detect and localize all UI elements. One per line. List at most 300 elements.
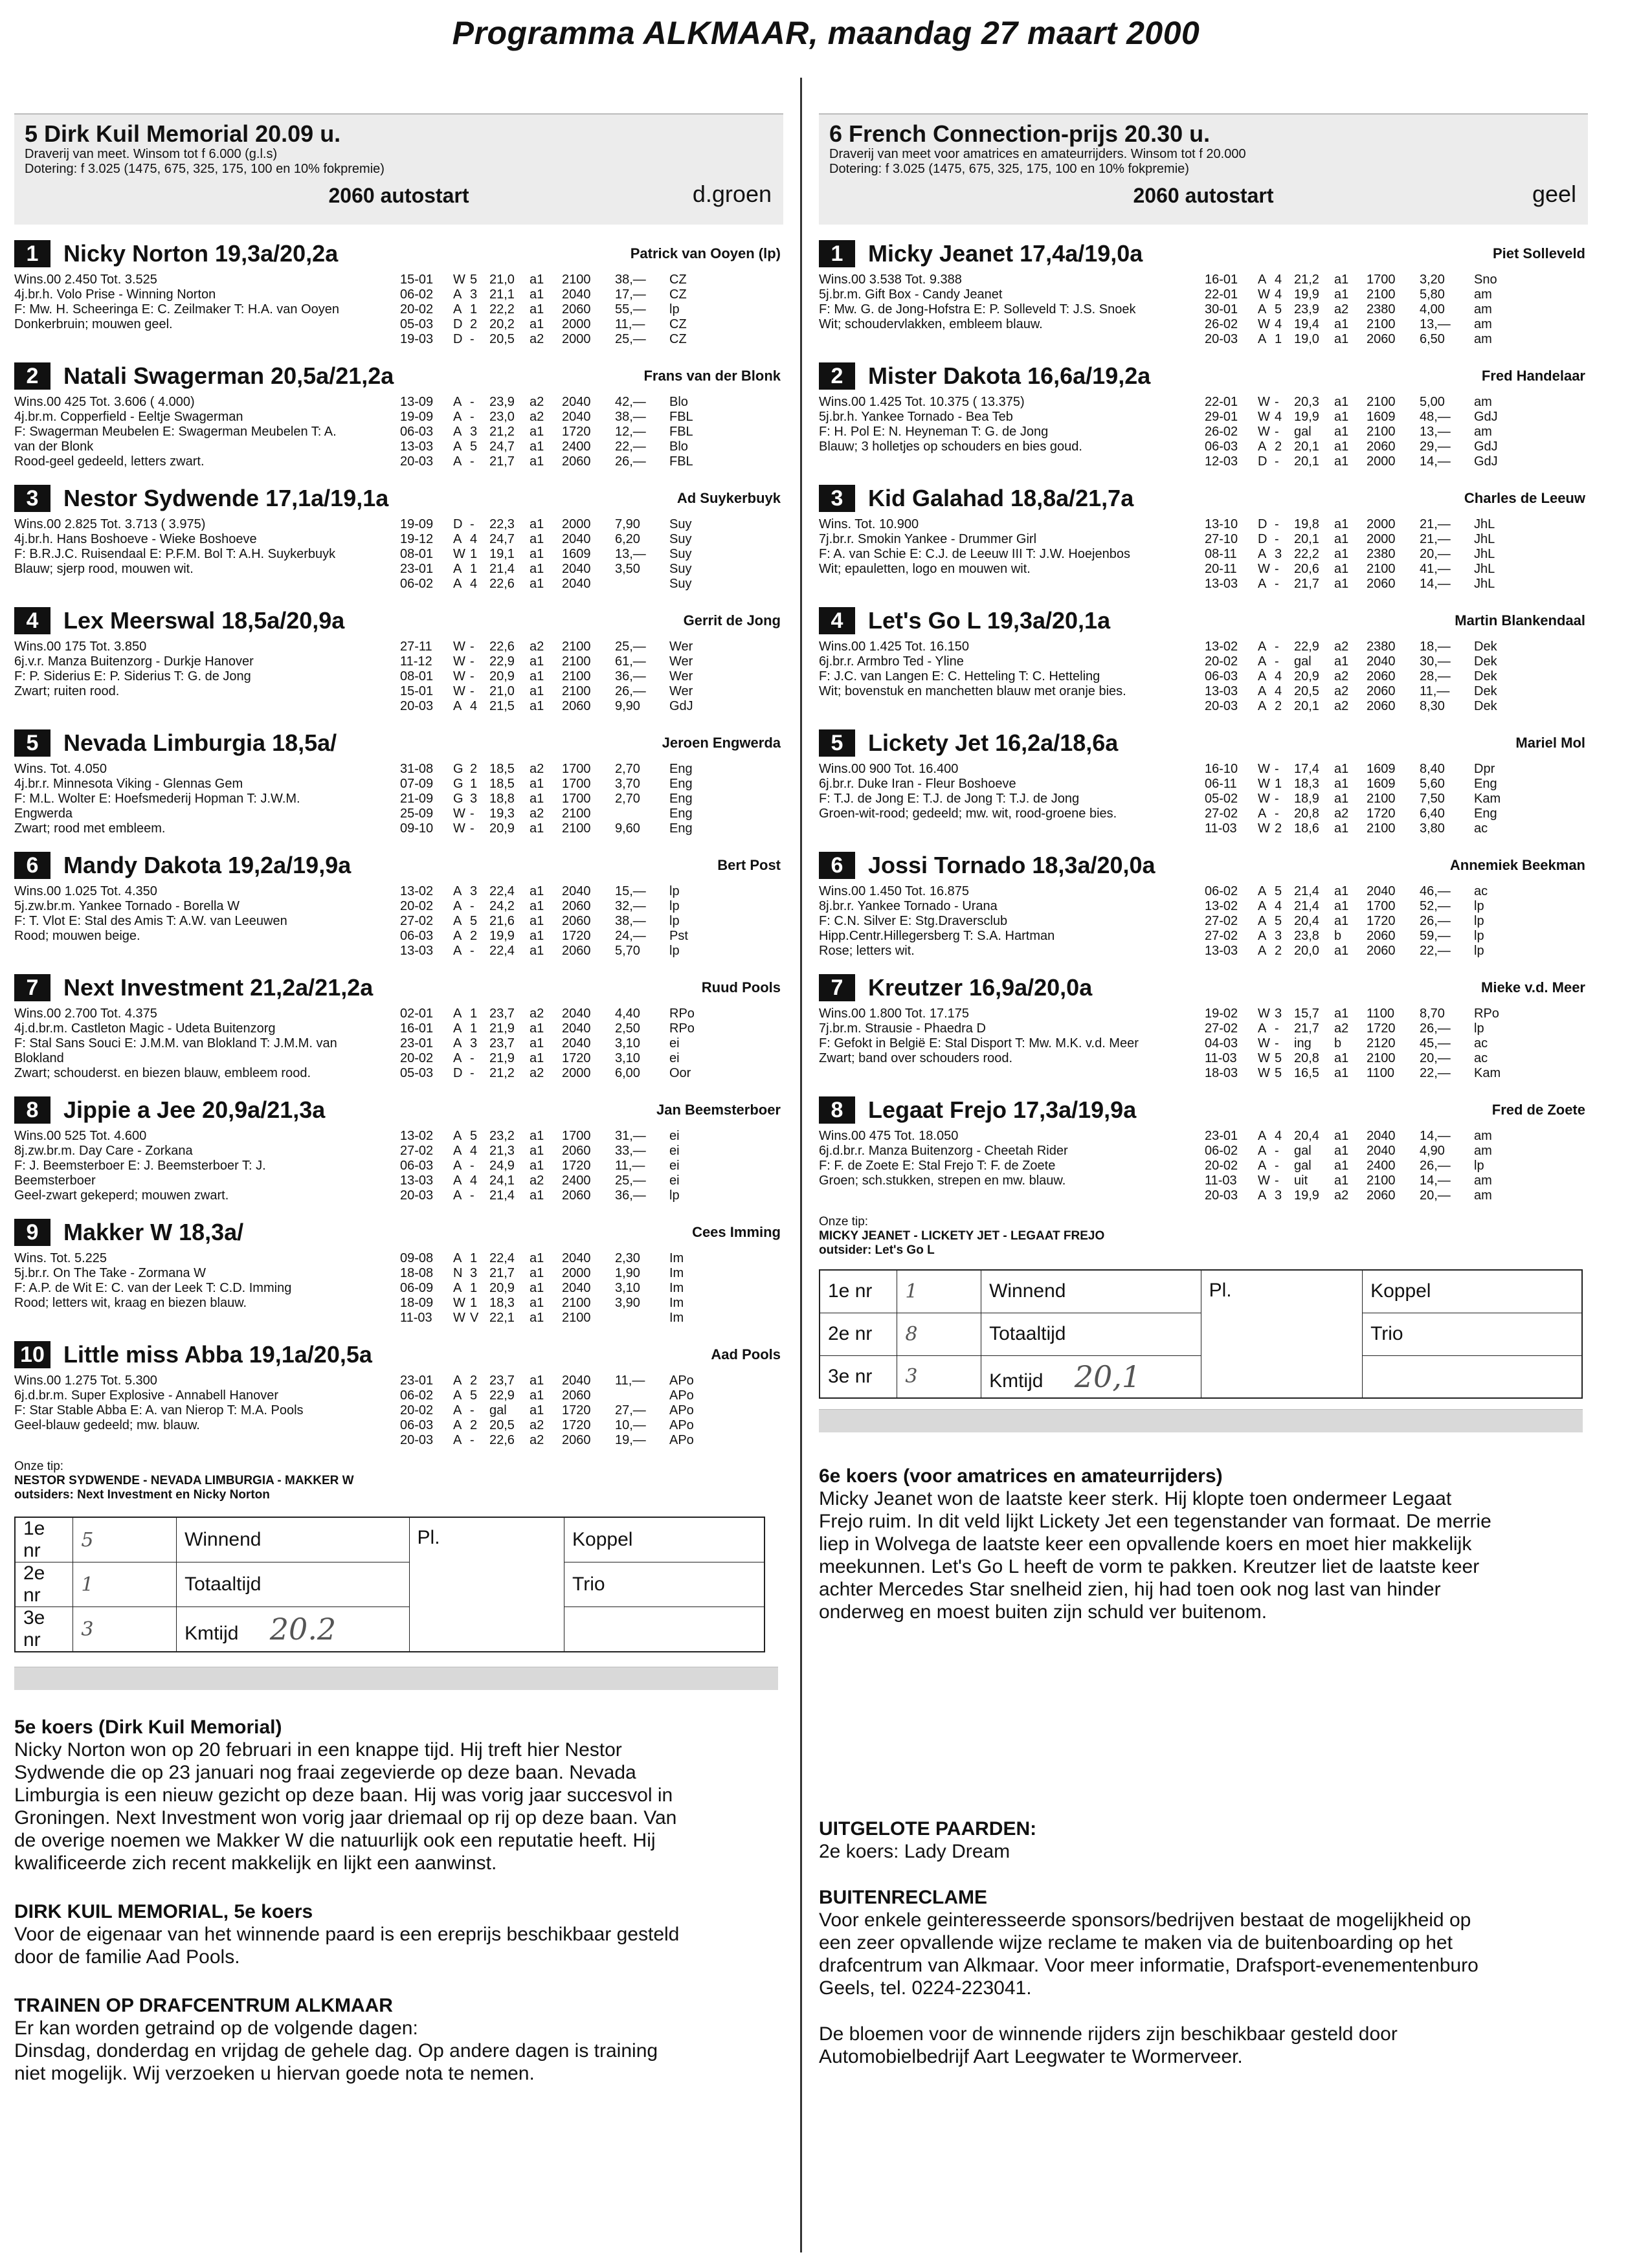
horse-info-line: Zwart; band over schouders rood. bbox=[819, 1051, 1013, 1065]
result-row bbox=[1205, 517, 1526, 532]
result-cell: Dek bbox=[1474, 654, 1497, 669]
result-cell: 13-02 bbox=[1205, 639, 1238, 654]
tally-row-label: 3e nr bbox=[15, 1607, 73, 1652]
horse-info-line: Wins.00 1.425 Tot. 10.375 ( 13.375) bbox=[819, 395, 1025, 409]
result-cell: 61,— bbox=[615, 654, 646, 669]
horse-name: Mandy Dakota 19,2a/19,9a bbox=[63, 852, 352, 878]
section-line: door de familie Aad Pools. bbox=[14, 1946, 240, 1968]
result-cell: 20,— bbox=[1420, 1188, 1451, 1203]
result-cell: 7,90 bbox=[615, 517, 640, 531]
result-cell: - bbox=[1275, 577, 1279, 591]
result-row bbox=[400, 1251, 721, 1266]
result-cell: gal bbox=[1294, 1144, 1312, 1158]
result-cell: 18,— bbox=[1420, 639, 1451, 654]
horse-info bbox=[819, 762, 1201, 821]
horse-info-line: 7j.br.r. Smokin Yankee - Drummer Girl bbox=[819, 532, 1037, 546]
result-cell: 16-01 bbox=[1205, 272, 1238, 287]
horse-info-line: Blauw; sjerp rood, mouwen wit. bbox=[14, 562, 194, 576]
result-cell: 20-03 bbox=[400, 699, 434, 713]
section-line: liep in Wolvega de laatste keer een opvallende koers en moet hier makkelijk bbox=[819, 1533, 1472, 1555]
horse-info-line: Wins.00 475 Tot. 18.050 bbox=[819, 1129, 959, 1143]
result-cell: - bbox=[470, 944, 474, 958]
result-row bbox=[1205, 302, 1526, 317]
result-cell: 5 bbox=[1275, 302, 1282, 317]
result-cell: W bbox=[453, 654, 465, 669]
result-cell: A bbox=[1258, 332, 1267, 346]
result-cell: 2100 bbox=[1367, 792, 1396, 806]
result-row bbox=[400, 425, 721, 439]
result-cell: 1 bbox=[470, 1006, 478, 1021]
result-cell: - bbox=[470, 654, 474, 669]
result-cell: a1 bbox=[1334, 547, 1349, 561]
result-row bbox=[400, 699, 721, 714]
section-line: een zeer opvallende wijze reclame te maken via de buitenboarding op het bbox=[819, 1932, 1453, 1953]
result-cell: a1 bbox=[1334, 1006, 1349, 1021]
result-cell: 24,7 bbox=[489, 439, 515, 454]
result-cell: a2 bbox=[530, 395, 544, 409]
text-section bbox=[14, 1716, 783, 1874]
handwritten-kmtijd: 20.2 bbox=[269, 1612, 337, 1647]
driver-name: Annemiek Beekman bbox=[1449, 857, 1585, 873]
result-cell: a1 bbox=[530, 1251, 544, 1265]
result-row bbox=[400, 332, 721, 347]
result-cell: 11,— bbox=[615, 317, 645, 331]
result-cell: W bbox=[453, 547, 465, 561]
result-cell: - bbox=[1275, 639, 1279, 654]
result-cell: 2040 bbox=[562, 562, 591, 576]
section-line: Nicky Norton won op 20 februari in een knappe tijd. Hij treft hier Nestor bbox=[14, 1739, 622, 1761]
result-cell: a2 bbox=[530, 1418, 544, 1432]
result-cell: V bbox=[470, 1311, 479, 1325]
results-table bbox=[1205, 1006, 1526, 1081]
result-cell: 06-03 bbox=[400, 425, 434, 439]
result-cell: 11,— bbox=[1420, 684, 1450, 698]
result-cell: 5 bbox=[470, 1129, 478, 1143]
tally-kmtijd-label: Kmtijd bbox=[184, 1623, 239, 1644]
grey-separator bbox=[819, 1409, 1583, 1432]
result-cell: 4,00 bbox=[1420, 302, 1445, 317]
result-cell: 1720 bbox=[562, 1418, 591, 1432]
result-cell: 13-03 bbox=[1205, 684, 1238, 698]
result-cell: 19-09 bbox=[400, 410, 434, 424]
result-cell: 2040 bbox=[1367, 1144, 1396, 1158]
result-cell: - bbox=[1275, 1173, 1279, 1188]
recent-results bbox=[400, 1373, 782, 1448]
horse-info-line: Wins.00 3.538 Tot. 9.388 bbox=[819, 272, 962, 287]
result-cell: 2040 bbox=[562, 1251, 591, 1265]
horse-info-line: Engwerda bbox=[14, 806, 73, 821]
result-cell: 27-02 bbox=[1205, 929, 1238, 943]
result-cell: 26,— bbox=[615, 454, 646, 469]
result-cell: 8,40 bbox=[1420, 762, 1445, 776]
result-cell: a2 bbox=[530, 332, 544, 346]
result-cell: D bbox=[453, 517, 463, 531]
result-cell: 4,90 bbox=[1420, 1144, 1445, 1158]
horse-info-line: Groen; sch.stukken, strepen en mw. blauw. bbox=[819, 1173, 1066, 1188]
horse-entry bbox=[14, 236, 783, 359]
result-cell: FBL bbox=[669, 410, 693, 424]
horse-info bbox=[819, 1006, 1201, 1066]
result-cell: 2040 bbox=[562, 532, 591, 546]
result-row bbox=[1205, 532, 1526, 547]
result-row bbox=[400, 1403, 721, 1418]
result-cell: 20,5 bbox=[489, 332, 515, 346]
driver-name: Ad Suykerbuyk bbox=[676, 490, 781, 506]
driver-name: Aad Pools bbox=[711, 1346, 781, 1362]
start-number: 3 bbox=[14, 485, 50, 512]
result-cell: a1 bbox=[530, 821, 544, 836]
result-row bbox=[400, 272, 721, 287]
result-cell: lp bbox=[1474, 944, 1484, 958]
horse-info-line: F: Mw. H. Scheeringa E: C. Zeilmaker T: H.A. van Ooyen bbox=[14, 302, 340, 317]
handwritten-kmtijd: 20,1 bbox=[1074, 1359, 1141, 1394]
result-cell: am bbox=[1474, 1173, 1492, 1188]
horse-info-line: Zwart; schouderst. en biezen blauw, embleem rood. bbox=[14, 1066, 311, 1080]
result-cell: W bbox=[1258, 317, 1270, 331]
result-cell: 13-03 bbox=[1205, 577, 1238, 591]
result-cell: 18-09 bbox=[400, 1296, 434, 1310]
results-table bbox=[1205, 272, 1526, 347]
result-cell: 20,1 bbox=[1294, 699, 1319, 713]
result-cell: 22,4 bbox=[489, 944, 515, 958]
result-cell: 36,— bbox=[615, 669, 646, 684]
result-row bbox=[1205, 944, 1526, 959]
horse-name: Mister Dakota 16,6a/19,2a bbox=[868, 362, 1151, 389]
result-cell: 11,— bbox=[615, 1373, 645, 1388]
result-cell: GdJ bbox=[1474, 439, 1498, 454]
result-cell: 5 bbox=[1275, 1051, 1282, 1065]
result-cell: a1 bbox=[1334, 792, 1349, 806]
result-cell: 22,— bbox=[1420, 944, 1451, 958]
column-divider bbox=[800, 78, 802, 2252]
result-cell: 2100 bbox=[1367, 287, 1396, 302]
result-cell: 06-11 bbox=[1205, 777, 1237, 791]
result-cell: Dek bbox=[1474, 639, 1497, 654]
result-cell: A bbox=[453, 884, 462, 898]
result-cell: 2 bbox=[1275, 699, 1282, 713]
result-cell: a1 bbox=[1334, 1144, 1349, 1158]
section-line: Dinsdag, donderdag en vrijdag de gehele dag. Op andere dagen is training bbox=[14, 2040, 658, 2062]
result-cell: 2060 bbox=[1367, 684, 1396, 698]
result-row bbox=[1205, 1006, 1526, 1021]
result-row bbox=[400, 287, 721, 302]
results-table bbox=[400, 639, 721, 714]
result-cell: 2060 bbox=[1367, 577, 1396, 591]
result-cell: 2060 bbox=[562, 1433, 591, 1447]
text-section bbox=[819, 1886, 1588, 1999]
text-section bbox=[14, 1900, 783, 1968]
result-cell: 6,40 bbox=[1420, 806, 1445, 821]
result-cell: 21,5 bbox=[489, 699, 515, 713]
result-cell: 06-02 bbox=[400, 287, 434, 302]
horse-info-line: 8j.zw.br.m. Day Care - Zorkana bbox=[14, 1144, 193, 1158]
result-cell: a2 bbox=[1334, 669, 1349, 684]
result-cell: A bbox=[453, 1051, 462, 1065]
result-cell: 21,1 bbox=[489, 287, 515, 302]
result-row bbox=[1205, 577, 1526, 592]
result-cell: 21,4 bbox=[489, 1188, 515, 1203]
horse-name: Legaat Frejo 17,3a/19,9a bbox=[868, 1096, 1137, 1123]
result-cell: 42,— bbox=[615, 395, 646, 409]
result-cell: CZ bbox=[669, 317, 687, 331]
result-cell: 5 bbox=[1275, 914, 1282, 928]
result-cell: 20,6 bbox=[1294, 562, 1319, 576]
result-cell: 06-03 bbox=[400, 1418, 434, 1432]
result-cell: - bbox=[470, 821, 474, 836]
result-row bbox=[400, 1388, 721, 1403]
result-cell: D bbox=[1258, 532, 1267, 546]
result-cell: 4 bbox=[1275, 272, 1282, 287]
recent-results bbox=[400, 884, 782, 959]
result-row bbox=[1205, 1173, 1526, 1188]
result-cell: 06-03 bbox=[1205, 439, 1238, 454]
result-row bbox=[1205, 929, 1526, 944]
horse-info-line: 5j.br.r. On The Take - Zormana W bbox=[14, 1266, 206, 1280]
result-cell: 20-02 bbox=[400, 1051, 434, 1065]
results-table bbox=[1205, 639, 1526, 714]
result-cell: 21,6 bbox=[489, 914, 515, 928]
result-cell: - bbox=[470, 1403, 474, 1418]
section-line: niet mogelijk. Wij verzoeken u hiervan goede nota te nemen. bbox=[14, 2063, 535, 2084]
result-cell: Dpr bbox=[1474, 762, 1495, 776]
result-cell: 22,9 bbox=[1294, 639, 1319, 654]
result-cell: Eng bbox=[669, 792, 693, 806]
horse-info bbox=[819, 395, 1201, 454]
result-cell: 20,2 bbox=[489, 317, 515, 331]
result-cell: 11-03 bbox=[1205, 1051, 1237, 1065]
recent-results bbox=[400, 762, 782, 836]
result-cell: Im bbox=[669, 1311, 684, 1325]
start-number: 1 bbox=[14, 240, 50, 267]
result-cell: 2100 bbox=[1367, 562, 1396, 576]
result-row bbox=[400, 1159, 721, 1173]
result-cell: 21,7 bbox=[489, 1266, 515, 1280]
result-cell: CZ bbox=[669, 272, 687, 287]
result-cell: a1 bbox=[1334, 410, 1349, 424]
result-cell: 20,4 bbox=[1294, 914, 1319, 928]
result-cell: Suy bbox=[669, 517, 692, 531]
result-cell bbox=[615, 577, 669, 592]
result-cell: a1 bbox=[530, 1388, 544, 1403]
tally-kmtijd-label: Kmtijd bbox=[989, 1370, 1044, 1392]
result-cell: - bbox=[1275, 532, 1279, 546]
result-cell: 04-03 bbox=[1205, 1036, 1238, 1051]
result-cell: 5,00 bbox=[1420, 395, 1445, 409]
result-cell: - bbox=[470, 1188, 474, 1203]
result-cell: A bbox=[453, 439, 462, 454]
result-cell: W bbox=[453, 1296, 465, 1310]
section-heading: 5e koers (Dirk Kuil Memorial) bbox=[14, 1717, 282, 1738]
result-cell: a1 bbox=[1334, 395, 1349, 409]
result-row bbox=[400, 1433, 721, 1448]
result-cell: W bbox=[1258, 821, 1270, 836]
result-cell bbox=[615, 1388, 669, 1403]
result-cell: 14,— bbox=[1420, 454, 1451, 469]
result-cell: 3,90 bbox=[615, 1296, 640, 1310]
horse-info bbox=[819, 884, 1201, 959]
result-cell: a2 bbox=[530, 1173, 544, 1188]
result-cell: G bbox=[453, 777, 463, 791]
result-cell: 19,8 bbox=[1294, 517, 1319, 531]
result-cell: a1 bbox=[530, 1373, 544, 1388]
result-cell: 1700 bbox=[562, 777, 591, 791]
result-row bbox=[400, 532, 721, 547]
result-cell: 18,3 bbox=[489, 1296, 515, 1310]
horse-info-line: F: J. Beemsterboer E: J. Beemsterboer T: J. bbox=[14, 1159, 266, 1173]
result-cell: 20-02 bbox=[400, 899, 434, 913]
horse-info-line: Rood; letters wit, kraag en biezen blauw. bbox=[14, 1296, 247, 1310]
result-cell: 26,— bbox=[1420, 1159, 1451, 1173]
result-cell: 21,4 bbox=[1294, 899, 1319, 913]
result-cell: 22,6 bbox=[489, 639, 515, 654]
start-number: 4 bbox=[14, 607, 50, 634]
result-cell: - bbox=[1275, 1144, 1279, 1158]
result-cell: 2060 bbox=[1367, 332, 1396, 346]
result-cell: 22,2 bbox=[489, 302, 515, 317]
section-line: de overige noemen we Makker W die natuurlijk ook een reputatie heeft. Hij bbox=[14, 1830, 656, 1851]
result-cell: 1100 bbox=[1367, 1066, 1395, 1080]
result-cell: W bbox=[1258, 562, 1270, 576]
result-cell: gal bbox=[1294, 1159, 1312, 1173]
result-cell: 5 bbox=[470, 914, 478, 928]
result-cell: 08-01 bbox=[400, 669, 434, 684]
result-cell: a2 bbox=[1334, 699, 1349, 713]
result-cell: 20-02 bbox=[400, 1403, 434, 1418]
horse-name: Natali Swagerman 20,5a/21,2a bbox=[63, 362, 394, 389]
result-cell: RPo bbox=[1474, 1006, 1499, 1021]
horse-info-line: 5j.br.h. Yankee Tornado - Bea Teb bbox=[819, 410, 1013, 424]
result-cell: 20,8 bbox=[1294, 806, 1319, 821]
tally-place-label: Pl. bbox=[1201, 1270, 1362, 1398]
tally-row-label: 2e nr bbox=[820, 1313, 897, 1355]
horse-info-line: Wins.00 175 Tot. 3.850 bbox=[14, 639, 147, 654]
race-conditions: Draverij van meet. Winsom tot f 6.000 (g.l.s) bbox=[25, 147, 278, 161]
result-cell: 20-03 bbox=[400, 454, 434, 469]
result-cell: Eng bbox=[1474, 777, 1497, 791]
result-cell: A bbox=[1258, 684, 1267, 698]
result-cell: a1 bbox=[1334, 272, 1349, 287]
tally-winnend-label: Winnend bbox=[981, 1270, 1201, 1313]
results-table bbox=[400, 1251, 721, 1326]
result-cell: 2400 bbox=[1367, 1159, 1396, 1173]
result-cell: Im bbox=[669, 1281, 684, 1295]
horse-name: Makker W 18,3a/ bbox=[63, 1219, 244, 1245]
result-cell: a1 bbox=[1334, 532, 1349, 546]
result-cell: A bbox=[453, 1403, 462, 1418]
result-cell: D bbox=[1258, 517, 1267, 531]
tally-place-label: Pl. bbox=[409, 1517, 564, 1652]
result-cell: 4 bbox=[470, 699, 478, 713]
result-cell: am bbox=[1474, 425, 1492, 439]
horse-entry bbox=[819, 726, 1588, 848]
result-cell: 2040 bbox=[562, 1281, 591, 1295]
result-cell: 05-03 bbox=[400, 1066, 434, 1080]
horse-info-line: Wins.00 1.025 Tot. 4.350 bbox=[14, 884, 157, 898]
tally-row-label: 1e nr bbox=[820, 1270, 897, 1313]
result-cell: 16-01 bbox=[400, 1021, 434, 1036]
result-cell: A bbox=[453, 1036, 462, 1051]
result-cell: 4 bbox=[470, 532, 478, 546]
result-cell: am bbox=[1474, 287, 1492, 302]
result-row bbox=[1205, 287, 1526, 302]
result-cell: 8,30 bbox=[1420, 699, 1445, 713]
result-cell: 4 bbox=[1275, 1129, 1282, 1143]
result-cell: 3 bbox=[1275, 547, 1282, 561]
result-row bbox=[1205, 439, 1526, 454]
result-cell: a1 bbox=[1334, 1129, 1349, 1143]
result-cell: 21,9 bbox=[489, 1021, 515, 1036]
result-cell: - bbox=[1275, 454, 1279, 469]
result-row bbox=[400, 410, 721, 425]
recent-results bbox=[400, 1006, 782, 1081]
result-cell: 5 bbox=[1275, 1066, 1282, 1080]
result-cell: Oor bbox=[669, 1066, 691, 1080]
result-cell: lp bbox=[669, 944, 680, 958]
result-cell: 2060 bbox=[1367, 1188, 1396, 1203]
result-row bbox=[1205, 425, 1526, 439]
recent-results bbox=[1205, 762, 1587, 836]
horse-info-line: Zwart; rood met embleem. bbox=[14, 821, 166, 836]
recent-results bbox=[400, 272, 782, 347]
result-cell: 15,7 bbox=[1294, 1006, 1319, 1021]
result-cell: 21,— bbox=[1420, 532, 1451, 546]
result-cell: W bbox=[1258, 1173, 1270, 1188]
result-cell: 24,2 bbox=[489, 899, 515, 913]
result-cell: a1 bbox=[530, 1129, 544, 1143]
result-cell: a2 bbox=[1334, 302, 1349, 317]
result-cell: 19-02 bbox=[1205, 1006, 1238, 1021]
result-cell: 18,8 bbox=[489, 792, 515, 806]
result-cell: 2060 bbox=[562, 302, 591, 317]
result-row bbox=[1205, 654, 1526, 669]
result-cell: FBL bbox=[669, 425, 693, 439]
result-cell: 45,— bbox=[1420, 1036, 1451, 1051]
result-cell: 13-02 bbox=[400, 884, 434, 898]
result-cell: 1 bbox=[470, 1296, 478, 1310]
section-line: Micky Jeanet won de laatste keer sterk. Hij klopte toen ondermeer Legaat bbox=[819, 1488, 1452, 1509]
result-cell: gal bbox=[489, 1403, 507, 1418]
result-cell: A bbox=[453, 425, 462, 439]
result-cell: a1 bbox=[530, 777, 544, 791]
result-cell: 1609 bbox=[562, 547, 591, 561]
result-cell: Wer bbox=[669, 654, 693, 669]
race-color: geel bbox=[1532, 181, 1576, 207]
result-cell: 1 bbox=[470, 562, 478, 576]
result-cell: 27,— bbox=[615, 1403, 646, 1418]
result-cell: 2120 bbox=[1367, 1036, 1396, 1051]
result-cell: D bbox=[453, 1066, 463, 1080]
result-cell: A bbox=[1258, 669, 1267, 684]
horse-info-line: F: Gefokt in België E: Stal Disport T: Mw. M.K. v.d. Meer bbox=[819, 1036, 1139, 1051]
result-cell: A bbox=[1258, 944, 1267, 958]
result-cell: 25,— bbox=[615, 639, 646, 654]
result-row bbox=[400, 1188, 721, 1203]
horse-info-line: Wit; schoudervlakken, embleem blauw. bbox=[819, 317, 1043, 331]
result-cell: a1 bbox=[1334, 317, 1349, 331]
result-row bbox=[400, 302, 721, 317]
result-cell: lp bbox=[1474, 1159, 1484, 1173]
horse-info-line: F: Stal Sans Souci E: J.M.M. van Blokland T: J.M.M. van bbox=[14, 1036, 337, 1051]
result-row bbox=[400, 684, 721, 699]
result-cell: A bbox=[453, 1373, 462, 1388]
result-cell: ei bbox=[669, 1173, 680, 1188]
tally-kmtijd-cell bbox=[981, 1355, 1201, 1398]
result-cell: 4,40 bbox=[615, 1006, 640, 1021]
result-cell: 2100 bbox=[1367, 425, 1396, 439]
results-table bbox=[400, 1373, 721, 1448]
race-title: 6 French Connection-prijs 20.30 u. bbox=[829, 120, 1211, 147]
start-number: 9 bbox=[14, 1219, 50, 1246]
